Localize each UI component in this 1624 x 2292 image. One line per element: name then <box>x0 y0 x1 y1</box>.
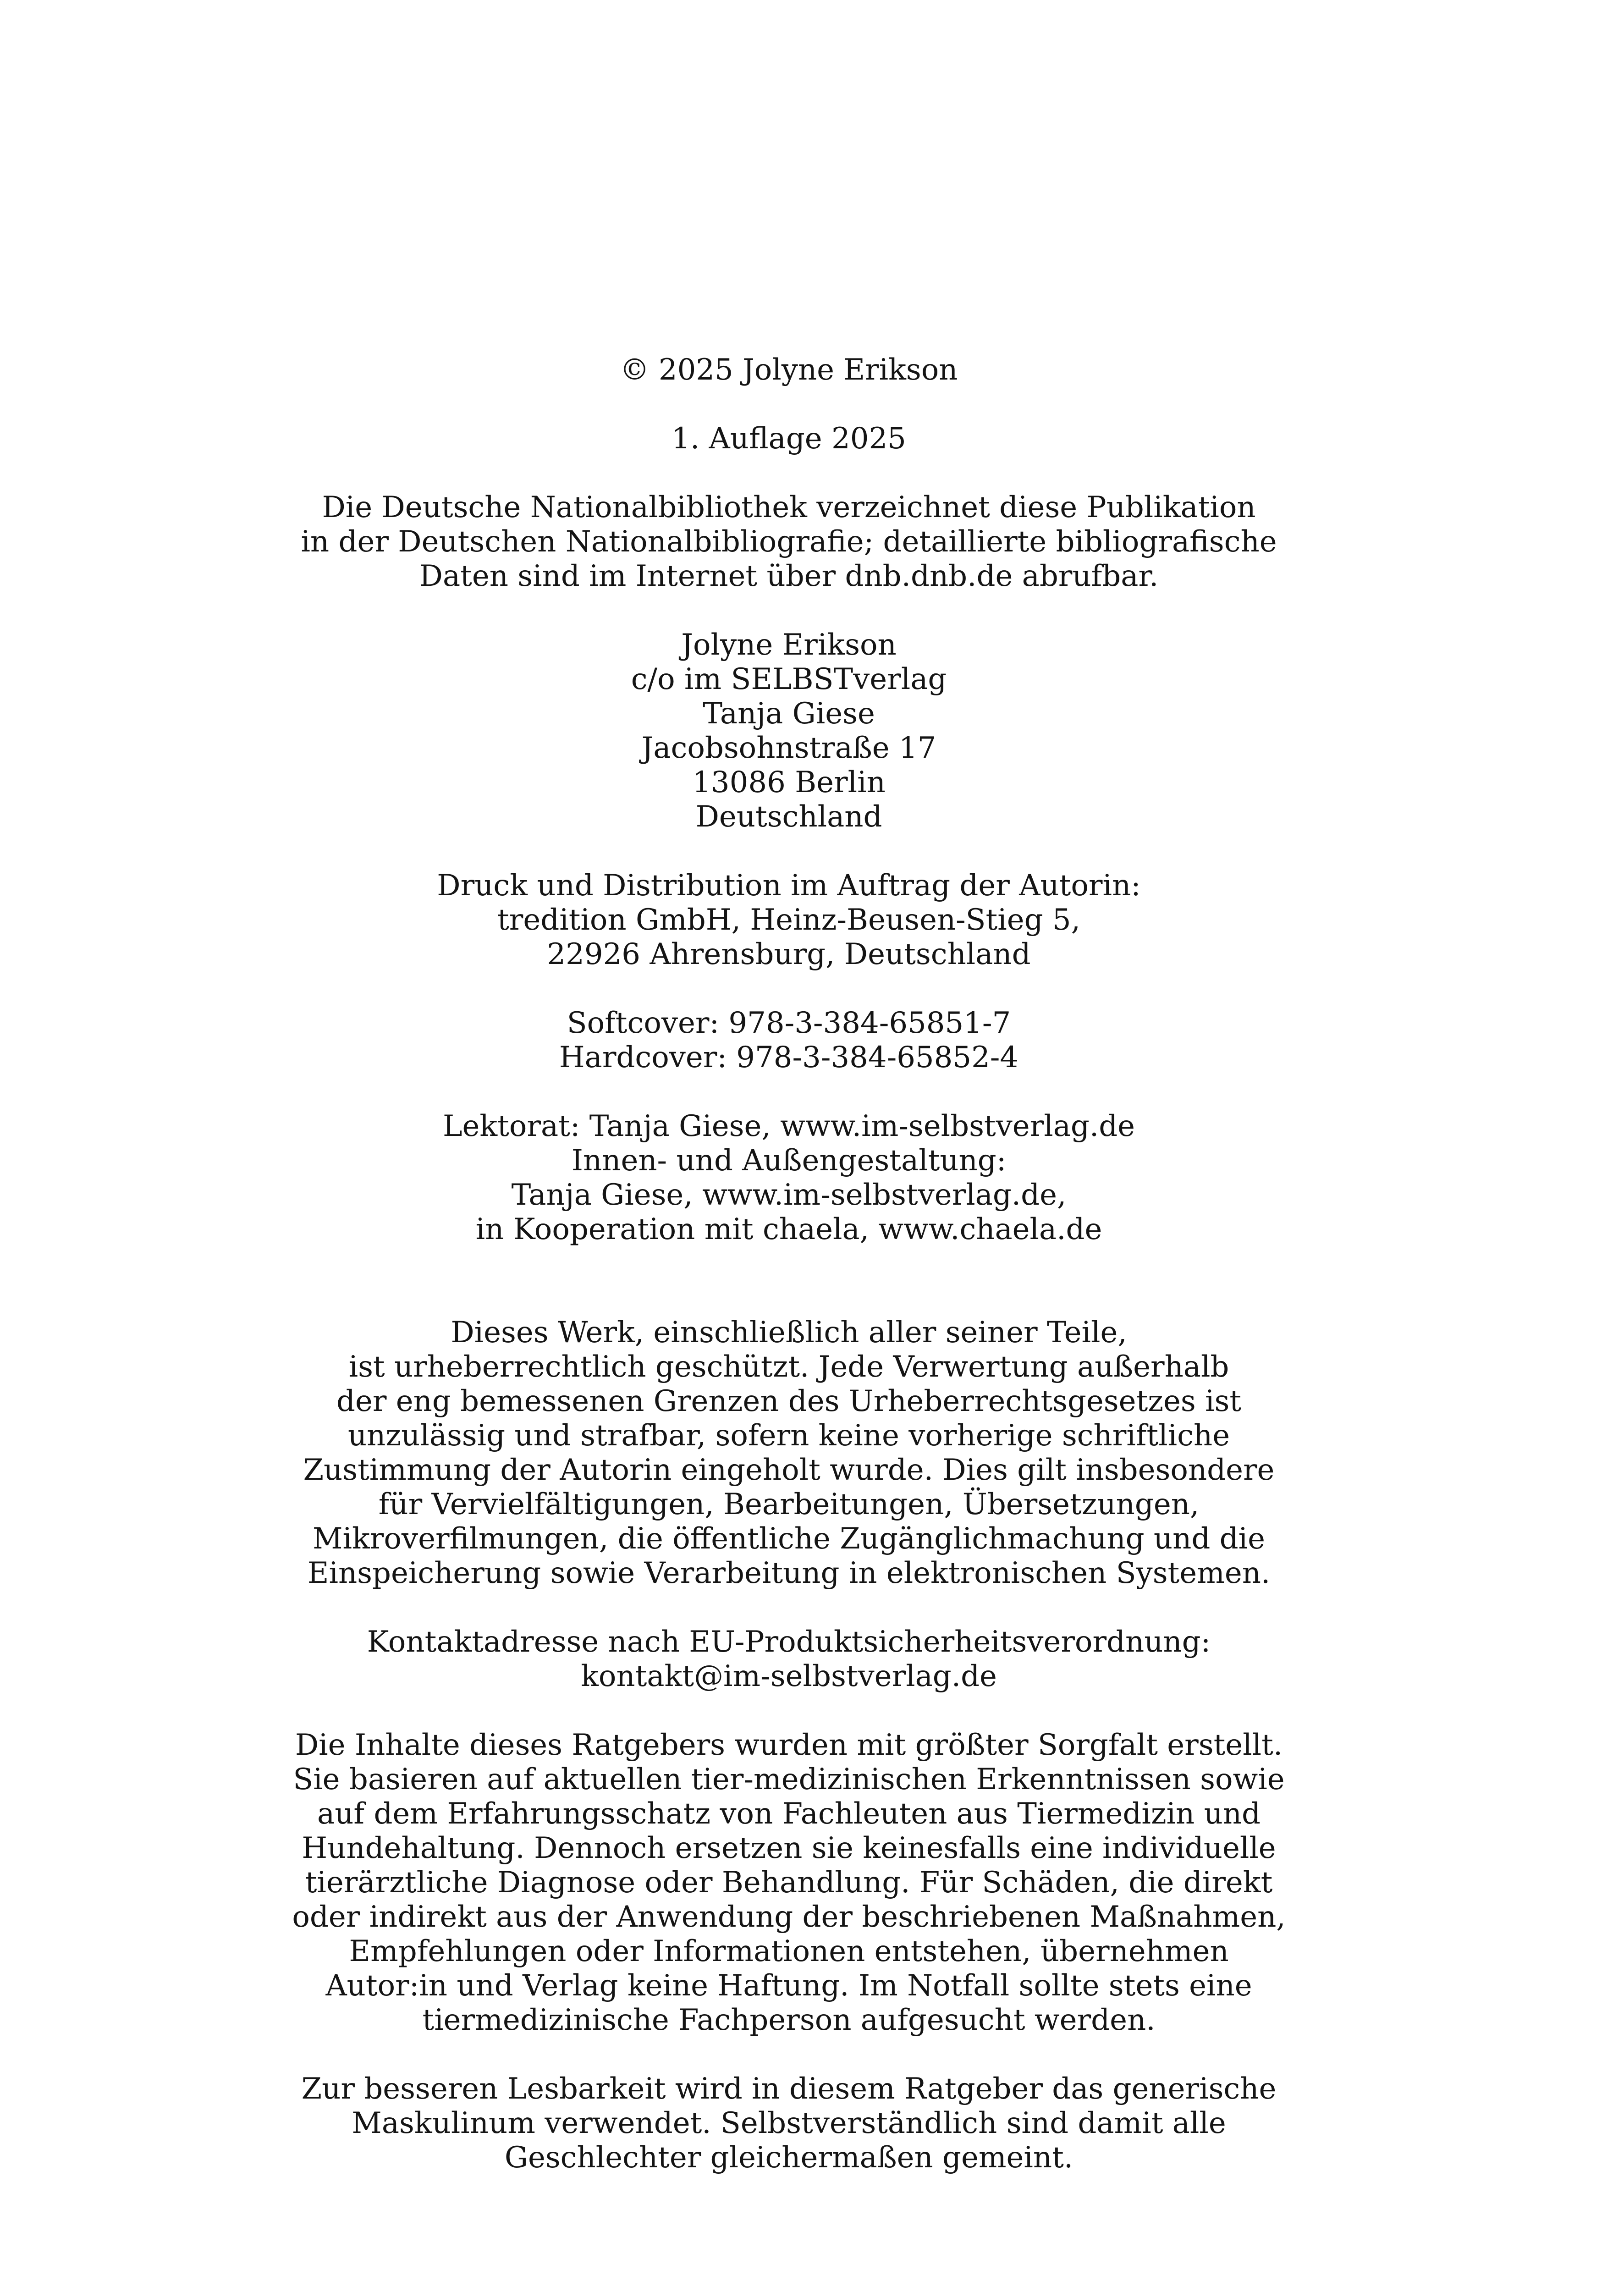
edition-line <box>147 422 1431 456</box>
gender-note-line: Zur besseren Lesbarkeit wird in diesem Ratgeber das generische <box>301 2072 1277 2106</box>
disclaimer-line: tierärztliche Diagnose oder Behandlung. Für Schäden, die direkt <box>305 1866 1273 1900</box>
disclaimer-line: tiermedizinische Fachperson aufgesucht werden. <box>422 2003 1156 2037</box>
author-address <box>147 628 1431 834</box>
copyright-text: © 2025 Jolyne Erikson <box>620 353 958 387</box>
rights-notice <box>147 1316 1431 1591</box>
rights-line: Zustimmung der Autorin eingeholt wurde. Dies gilt insbesondere <box>303 1453 1275 1487</box>
edition-text: 1. Auflage 2025 <box>672 422 906 456</box>
print-line: 22926 Ahrensburg, Deutschland <box>547 937 1031 971</box>
address-line: Deutschland <box>695 800 882 834</box>
address-line: Jacobsohnstraße 17 <box>641 731 936 765</box>
disclaimer-line: Sie basieren auf aktuellen tier-medizinischen Erkenntnissen sowie <box>293 1763 1285 1796</box>
contact-label: Kontaktadresse nach EU-Produktsicherheitsverordnung: <box>367 1625 1211 1659</box>
disclaimer-line: Empfehlungen oder Informationen entstehen, übernehmen <box>349 1934 1229 1968</box>
gender-note <box>147 2072 1431 2175</box>
credits-block <box>147 1109 1431 1247</box>
contact-block <box>147 1625 1431 1694</box>
isbn-block <box>147 1006 1431 1075</box>
print-line: tredition GmbH, Heinz-Beusen-Stieg 5, <box>497 903 1080 937</box>
rights-line: Einspeicherung sowie Verarbeitung in elektronischen Systemen. <box>307 1556 1271 1590</box>
credits-line: Lektorat: Tanja Giese, www.im-selbstverlag.de <box>442 1109 1135 1143</box>
rights-line: Mikroverfilmungen, die öffentliche Zugänglichmachung und die <box>313 1522 1265 1556</box>
address-line: c/o im SELBSTverlag <box>631 662 947 696</box>
imprint-text <box>147 353 1431 2175</box>
gender-note-line: Geschlechter gleichermaßen gemeint. <box>504 2141 1073 2175</box>
rights-line: ist urheberrechtlich geschützt. Jede Verwertung außerhalb <box>348 1350 1229 1384</box>
print-line: Druck und Distribution im Auftrag der Autorin: <box>437 869 1141 903</box>
disclaimer-block <box>147 1728 1431 2038</box>
dnb-notice-line: Daten sind im Internet über dnb.dnb.de abrufbar. <box>419 559 1159 593</box>
dnb-notice-line: Die Deutsche Nationalbibliothek verzeichnet diese Publikation <box>322 490 1256 524</box>
credits-line: Innen- und Außengestaltung: <box>571 1144 1007 1178</box>
isbn-softcover: Softcover: 978-3-384-65851-7 <box>567 1006 1011 1040</box>
disclaimer-line: oder indirekt aus der Anwendung der beschriebenen Maßnahmen, <box>292 1900 1286 1934</box>
disclaimer-line: Autor:in und Verlag keine Haftung. Im Notfall sollte stets eine <box>325 1969 1252 2003</box>
address-line: 13086 Berlin <box>692 766 886 799</box>
rights-line: der eng bemessenen Grenzen des Urheberrechtsgesetzes ist <box>336 1384 1242 1418</box>
rights-line: unzulässig und strafbar, sofern keine vorherige schriftliche <box>347 1419 1230 1453</box>
print-distribution <box>147 869 1431 972</box>
disclaimer-line: Hundehaltung. Dennoch ersetzen sie keinesfalls eine individuelle <box>302 1831 1276 1865</box>
credits-line: in Kooperation mit chaela, www.chaela.de <box>475 1212 1102 1246</box>
isbn-hardcover: Hardcover: 978-3-384-65852-4 <box>559 1041 1019 1074</box>
gender-note-line: Maskulinum verwendet. Selbstverständlich sind damit alle <box>352 2106 1226 2140</box>
credits-line: Tanja Giese, www.im-selbstverlag.de, <box>511 1178 1067 1212</box>
dnb-notice <box>147 490 1431 594</box>
dnb-notice-line: in der Deutschen Nationalbibliografie; detaillierte bibliografische <box>301 525 1277 559</box>
contact-email: kontakt@im-selbstverlag.de <box>581 1659 997 1693</box>
address-line: Tanja Giese <box>703 697 875 731</box>
disclaimer-line: Die Inhalte dieses Ratgebers wurden mit größter Sorgfalt erstellt. <box>295 1728 1283 1762</box>
address-line: Jolyne Erikson <box>681 628 897 662</box>
rights-line: Dieses Werk, einschließlich aller seiner Teile, <box>451 1316 1127 1350</box>
copyright-line <box>147 353 1431 387</box>
rights-line: für Vervielfältigungen, Bearbeitungen, Übersetzungen, <box>378 1488 1200 1521</box>
disclaimer-line: auf dem Erfahrungsschatz von Fachleuten aus Tiermedizin und <box>317 1797 1261 1831</box>
